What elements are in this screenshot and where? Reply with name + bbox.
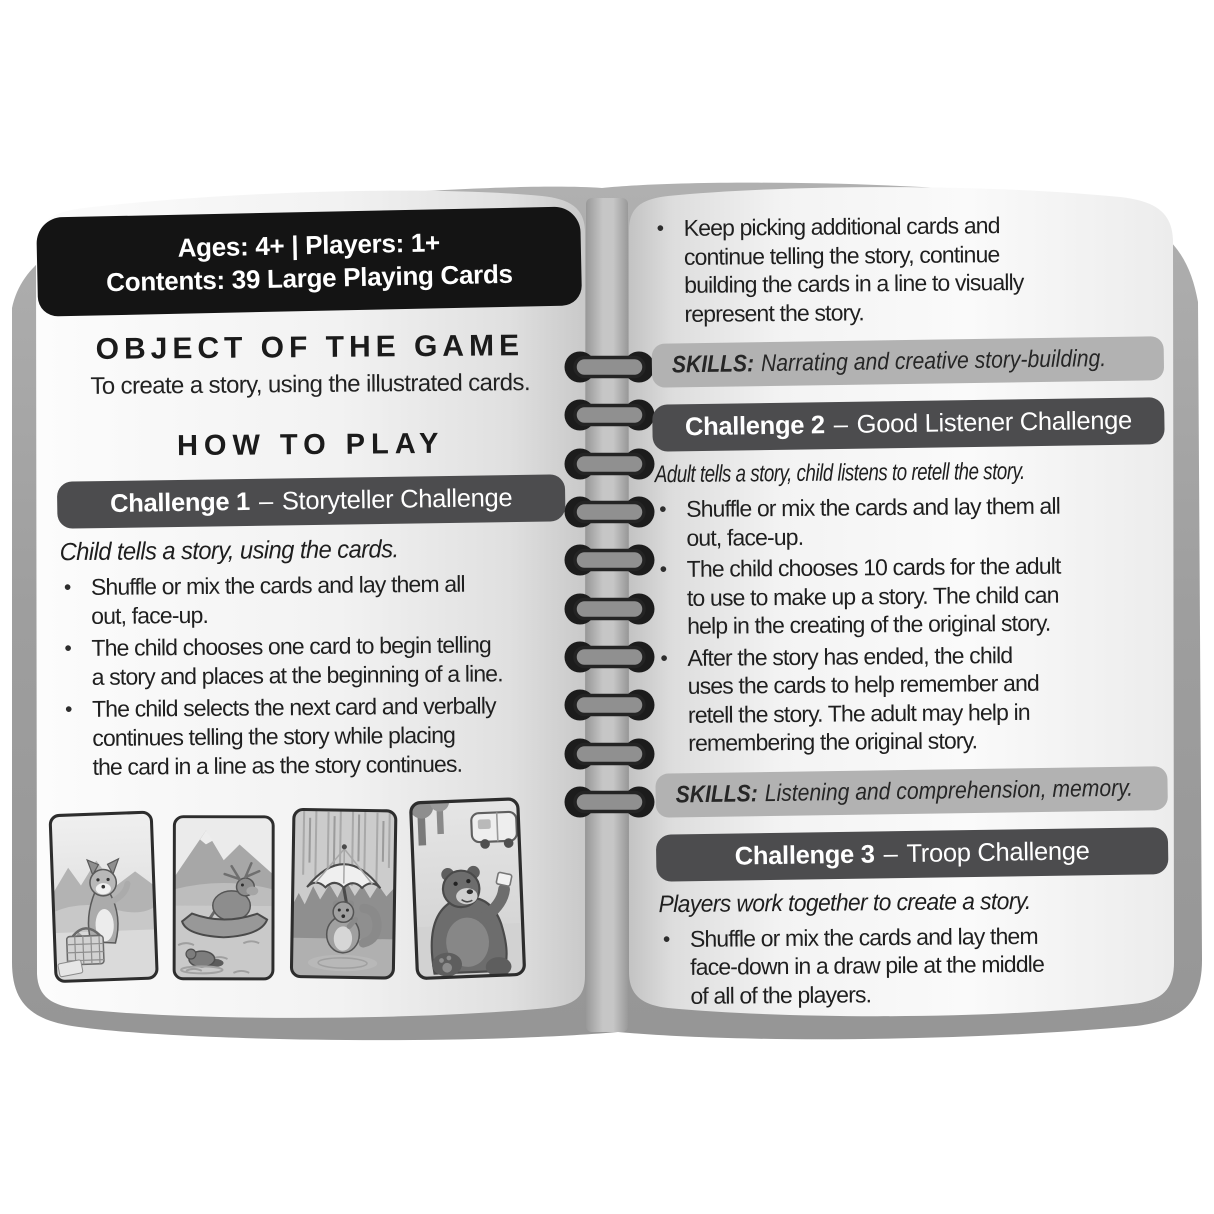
challenge3-header [656, 827, 1169, 882]
challenge1-name: Storyteller Challenge [281, 484, 513, 516]
challenge3-bullets [659, 920, 1152, 1010]
bullet-text: After the story has ended, the child uses the cards to help remember and retell the story. The adult may help in remembering the original story. [687, 641, 1040, 756]
challenge1-label: Challenge 1 [109, 487, 251, 518]
challenge2-header [652, 397, 1165, 452]
bullet-item [656, 551, 1149, 641]
squirrel-umbrella-illustration [289, 807, 398, 981]
skills1-text: Narrating and creative story-building. [760, 345, 1107, 378]
ages-players-line: Ages: 4+ | Players: 1+ [177, 226, 441, 263]
challenge1-continued-bullets [653, 210, 1146, 328]
skills1-bar [652, 336, 1165, 388]
bullet-text: Shuffle or mix the cards and lay them all out, face-up. [90, 570, 465, 629]
how-to-play-title: HOW TO PLAY [176, 427, 445, 463]
bullet-item [659, 920, 1152, 1010]
challenge2-intro: Adult tells a story, child listens to retell the story. [654, 457, 1025, 489]
bullet-text: The child chooses 10 cards for the adult to use to make up a story. The child can help in the creating of the original story. [686, 552, 1061, 639]
moose-canoe-illustration [172, 815, 276, 981]
skills2-label: SKILLS: [675, 779, 758, 808]
skills1-label: SKILLS: [671, 350, 755, 379]
moose-canoe-card [172, 815, 276, 981]
bullet-text: Keep picking additional cards and continue telling the story, continue building the cards in a line to visually represent the story. [683, 212, 1024, 327]
challenge2-bullets [655, 491, 1149, 758]
skills2-bar [655, 766, 1168, 818]
squirrel-umbrella-card [289, 807, 398, 981]
challenge2-label: Challenge 2 [684, 411, 825, 442]
bullet-text: Shuffle or mix the cards and lay them all out, face-up. [686, 492, 1061, 551]
right-page [626, 198, 1181, 1014]
bullet-marker: • [660, 646, 668, 670]
challenge1-intro: Child tells a story, using the cards. [59, 535, 399, 567]
bullet-item [60, 630, 574, 692]
bear-camper-card [408, 796, 527, 980]
bullet-item [656, 639, 1149, 757]
bullet-marker: • [659, 558, 668, 582]
challenge1-bullets [60, 569, 576, 782]
bullet-item [61, 691, 576, 782]
bullet-marker: • [656, 217, 665, 241]
challenge2-dash: – [833, 410, 848, 440]
challenge3-intro: Players work together to create a story. [658, 887, 1031, 918]
challenge2-name: Good Listener Challenge [856, 406, 1133, 439]
bullet-text: Shuffle or mix the cards and lay them face-down in a draw pile at the middle of all of the players. [689, 922, 1045, 1009]
bullet-marker: • [662, 927, 671, 951]
object-of-the-game-text: To create a story, using the illustrated cards. [90, 369, 531, 400]
bullet-text: The child chooses one card to begin telling a story and places at the beginning of a line. [91, 631, 503, 690]
fox-picnic-illustration [48, 810, 160, 984]
challenge3-dash: – [883, 839, 898, 868]
left-page [35, 204, 590, 983]
bullet-marker: • [64, 698, 73, 722]
challenge1-dash: – [258, 487, 274, 516]
bullet-marker: • [64, 637, 72, 661]
bullet-marker: • [63, 576, 72, 600]
bullet-item [655, 491, 1147, 552]
bear-camper-illustration [408, 796, 527, 980]
challenge1-header [57, 474, 566, 529]
bullet-item [653, 210, 1146, 328]
bullet-marker: • [659, 498, 667, 522]
bullet-text: The child selects the next card and verbally continues telling the story while placing the card in a line as the story continues. [91, 692, 496, 780]
challenge3-label: Challenge 3 [734, 839, 875, 871]
object-of-the-game-title: OBJECT OF THE GAME [95, 329, 525, 366]
fox-picnic-card [48, 810, 160, 984]
skills2-text: Listening and comprehension, memory. [764, 774, 1134, 807]
contents-line: Contents: 39 Large Playing Cards [105, 258, 513, 297]
example-cards-row [50, 792, 590, 983]
info-banner [36, 206, 582, 316]
challenge3-name: Troop Challenge [906, 836, 1090, 868]
bullet-item [60, 569, 574, 631]
